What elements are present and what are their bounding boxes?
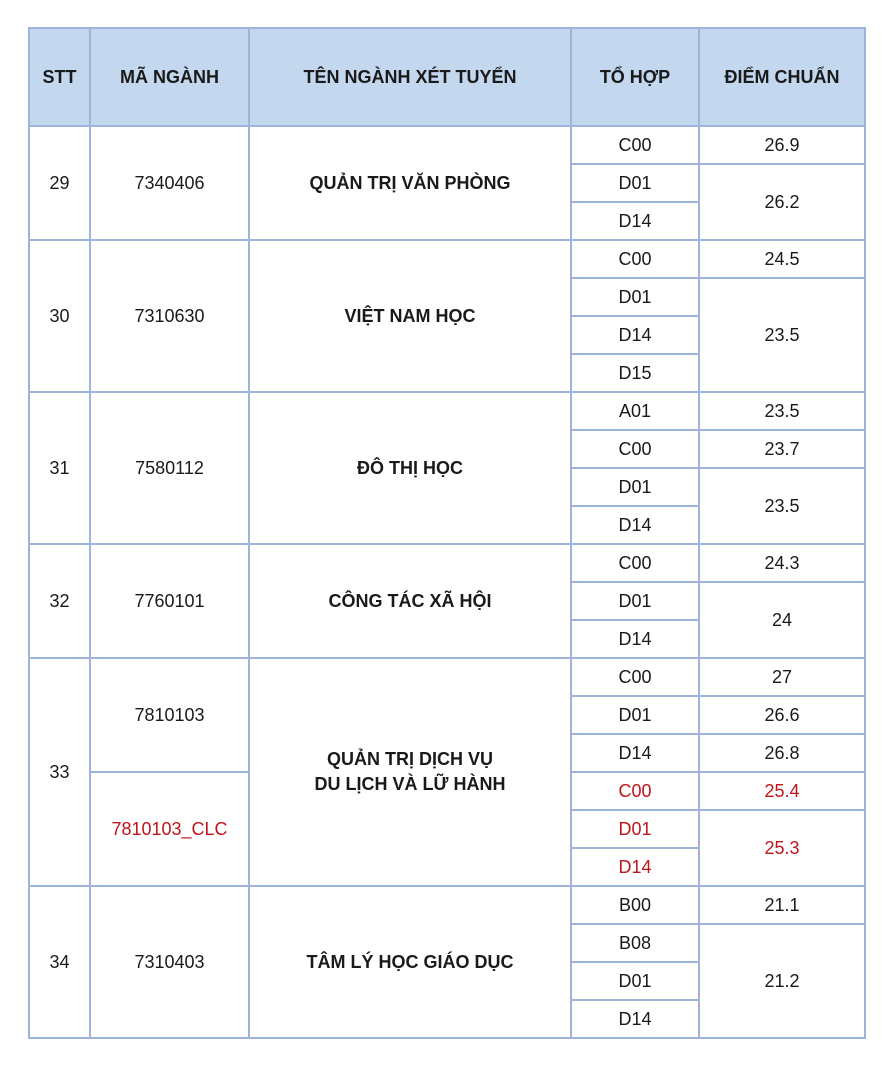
combo-cell: C00	[571, 430, 699, 468]
table-row	[29, 658, 865, 696]
combo-cell: C00	[571, 658, 699, 696]
combo-cell: D14	[571, 202, 699, 240]
major-name-cell: ĐÔ THỊ HỌC	[249, 392, 571, 544]
stt-cell: 29	[29, 126, 90, 240]
code-cell: 7340406	[90, 126, 249, 240]
score-cell: 26.8	[699, 734, 865, 772]
code-cell: 7580112	[90, 392, 249, 544]
header-ten-nganh: TÊN NGÀNH XÉT TUYỂN	[249, 28, 571, 126]
combo-cell: D14	[571, 620, 699, 658]
score-cell-highlight: 25.3	[699, 810, 865, 886]
combo-cell: D15	[571, 354, 699, 392]
score-cell: 27	[699, 658, 865, 696]
major-name-cell: QUẢN TRỊ VĂN PHÒNG	[249, 126, 571, 240]
combo-cell: C00	[571, 240, 699, 278]
combo-cell-highlight: D01	[571, 810, 699, 848]
major-name-cell: TÂM LÝ HỌC GIÁO DỤC	[249, 886, 571, 1038]
combo-cell: B00	[571, 886, 699, 924]
major-name-cell	[249, 658, 571, 886]
combo-cell-highlight: D14	[571, 848, 699, 886]
stt-cell: 33	[29, 658, 90, 886]
combo-cell: D14	[571, 316, 699, 354]
combo-cell: A01	[571, 392, 699, 430]
combo-cell: C00	[571, 544, 699, 582]
combo-cell: D01	[571, 164, 699, 202]
score-cell: 24.5	[699, 240, 865, 278]
table-row	[29, 886, 865, 924]
score-cell: 24.3	[699, 544, 865, 582]
score-cell: 23.5	[699, 468, 865, 544]
combo-cell: D01	[571, 696, 699, 734]
combo-cell: D01	[571, 278, 699, 316]
table-row	[29, 240, 865, 278]
major-name-line-1: QUẢN TRỊ DỊCH VỤ	[327, 749, 493, 769]
header-row	[29, 28, 865, 126]
score-cell: 23.5	[699, 278, 865, 392]
code-cell: 7310403	[90, 886, 249, 1038]
table-row	[29, 392, 865, 430]
combo-cell: D01	[571, 582, 699, 620]
stt-cell: 34	[29, 886, 90, 1038]
combo-cell: D14	[571, 1000, 699, 1038]
combo-cell: D01	[571, 468, 699, 506]
stt-cell: 31	[29, 392, 90, 544]
table-row	[29, 126, 865, 164]
header-diem-chuan: ĐIỂM CHUẨN	[699, 28, 865, 126]
table-row	[29, 544, 865, 582]
score-cell: 23.5	[699, 392, 865, 430]
score-cell: 26.9	[699, 126, 865, 164]
admission-score-table	[28, 27, 866, 1039]
header-stt: STT	[29, 28, 90, 126]
header-ma-nganh: MÃ NGÀNH	[90, 28, 249, 126]
major-name-cell: VIỆT NAM HỌC	[249, 240, 571, 392]
score-cell: 21.1	[699, 886, 865, 924]
code-cell: 7760101	[90, 544, 249, 658]
major-name-line-2: DU LỊCH VÀ LỮ HÀNH	[314, 774, 506, 794]
combo-cell: D14	[571, 506, 699, 544]
combo-cell: D01	[571, 962, 699, 1000]
combo-cell: D14	[571, 734, 699, 772]
code-cell: 7310630	[90, 240, 249, 392]
code-cell: 7810103	[90, 658, 249, 772]
combo-cell-highlight: C00	[571, 772, 699, 810]
score-cell: 26.2	[699, 164, 865, 240]
score-cell: 26.6	[699, 696, 865, 734]
stt-cell: 30	[29, 240, 90, 392]
stt-cell: 32	[29, 544, 90, 658]
header-to-hop: TỔ HỢP	[571, 28, 699, 126]
combo-cell: B08	[571, 924, 699, 962]
combo-cell: C00	[571, 126, 699, 164]
score-cell: 24	[699, 582, 865, 658]
major-name-cell: CÔNG TÁC XÃ HỘI	[249, 544, 571, 658]
score-cell: 21.2	[699, 924, 865, 1038]
code-cell-highlight: 7810103_CLC	[90, 772, 249, 886]
score-cell-highlight: 25.4	[699, 772, 865, 810]
score-cell: 23.7	[699, 430, 865, 468]
